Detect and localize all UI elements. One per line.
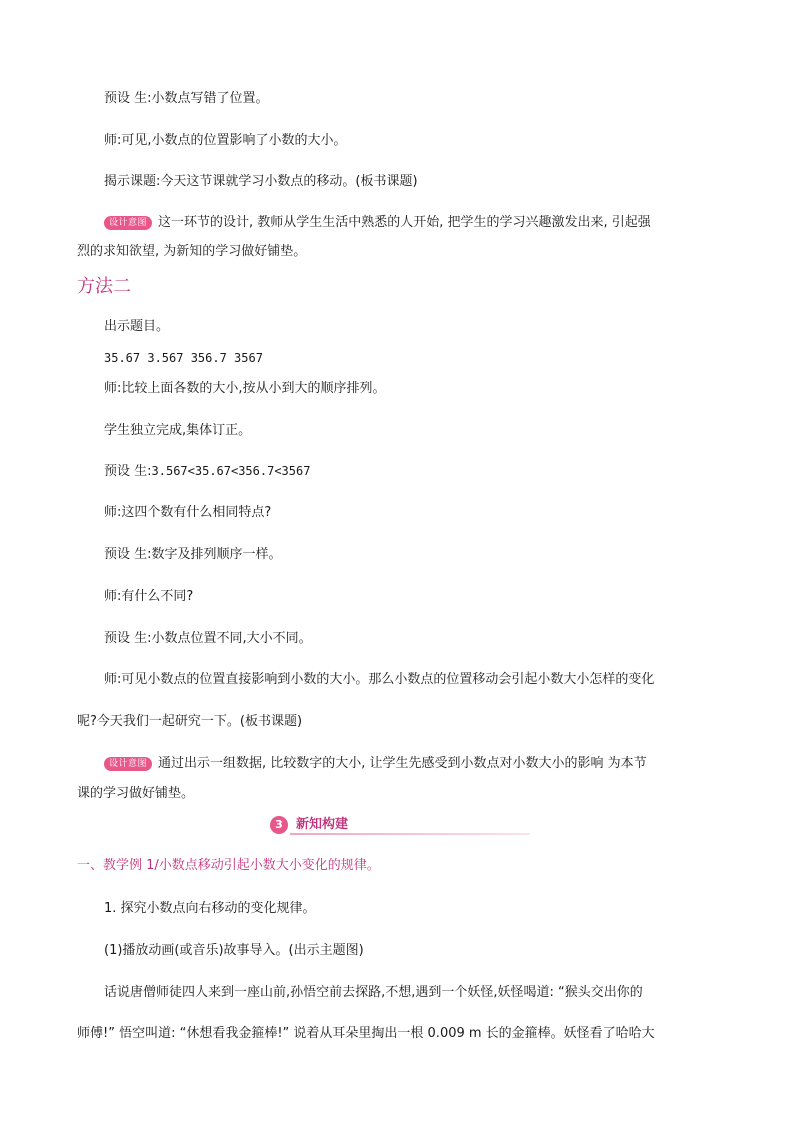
subsection-heading: 一、教学例 1/小数点移动引起小数大小变化的规律。 <box>77 858 380 873</box>
section-title: 新知构建 <box>296 817 349 832</box>
comparison-expression: 3.567<35.67<356.7<3567 <box>151 464 311 478</box>
paragraph: 预设 生:数字及排列顺序一样。 <box>104 547 282 562</box>
paragraph: 师:可见,小数点的位置影响了小数的大小。 <box>104 133 347 148</box>
design-intent-line <box>104 214 651 232</box>
design-intent-badge: 设计意图 <box>104 757 152 771</box>
section-underline <box>290 833 530 835</box>
paragraph: 揭示课题:今天这节课就学习小数点的移动。(板书课题) <box>104 174 418 189</box>
number-list: 35.67 3.567 356.7 3567 <box>104 351 263 365</box>
paragraph: (1)播放动画(或音乐)故事导入。(出示主题图) <box>104 943 364 958</box>
design-intent-text: 烈的求知欲望, 为新知的学习做好铺垫。 <box>77 244 307 259</box>
paragraph: 师:比较上面各数的大小,按从小到大的顺序排列。 <box>104 381 386 396</box>
paragraph: 师:有什么不同? <box>104 589 194 604</box>
design-intent-line <box>104 755 647 773</box>
paragraph: 学生独立完成,集体订正。 <box>104 423 252 438</box>
paragraph: 话说唐僧师徒四人来到一座山前,孙悟空前去探路,不想,遇到一个妖怪,妖怪喝道: “猴头交出你的 <box>104 985 643 1000</box>
method-title: 方法二 <box>77 276 131 297</box>
section-heading <box>270 815 530 837</box>
paragraph-prefix: 预设 生: <box>104 464 152 479</box>
paragraph: 预设 生:小数点写错了位置。 <box>104 91 269 106</box>
paragraph: 预设 生:小数点位置不同,大小不同。 <box>104 631 312 646</box>
paragraph: 1. 探究小数点向右移动的变化规律。 <box>104 901 316 916</box>
paragraph: 师傅!” 悟空叫道: “休想看我金箍棒!” 说着从耳朵里掏出一根 0.009 m 长的金箍棒。妖怪看了哈哈大 <box>77 1026 655 1041</box>
design-intent-text: 通过出示一组数据, 比较数字的大小, 让学生先感受到小数点对小数大小的影响 为本节 <box>158 756 647 771</box>
paragraph <box>104 462 310 481</box>
paragraph: 出示题目。 <box>104 319 170 334</box>
paragraph: 呢?今天我们一起研究一下。(板书课题) <box>77 714 303 729</box>
design-intent-text: 课的学习做好铺垫。 <box>77 786 195 801</box>
design-intent-badge: 设计意图 <box>104 216 152 230</box>
section-number-badge: 3 <box>270 816 288 834</box>
paragraph: 师:可见小数点的位置直接影响到小数的大小。那么小数点的位置移动会引起小数大小怎样的变化 <box>104 672 655 687</box>
design-intent-text: 这一环节的设计, 教师从学生生活中熟悉的人开始, 把学生的学习兴趣激发出来, 引起强 <box>158 215 651 230</box>
paragraph: 师:这四个数有什么相同特点? <box>104 505 272 520</box>
